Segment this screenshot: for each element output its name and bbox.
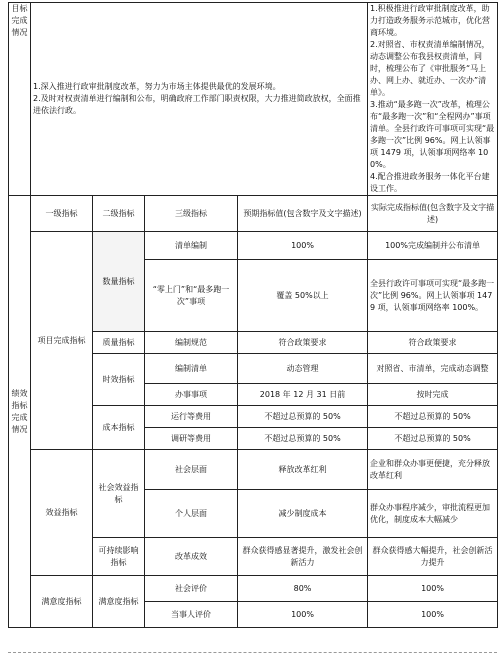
sub-quality: 质量指标 (93, 332, 145, 354)
l3-cell: “零上门”和“最多跑一次”事项 (145, 260, 238, 332)
actual-cell: 群众办事程序减少，审批流程更加优化，制度成本大幅减少 (368, 490, 498, 538)
actual-cell: 100% (368, 576, 498, 602)
l3-cell: 办事事项 (145, 384, 238, 406)
goal-actual-2: 2.对照省、市权责清单编制情况，动态调整公布我县权责清单，同时，梳理公布了《审批服务“马上办、网上办、就近办、一次办”清单》。 (370, 40, 490, 97)
l3-cell: 运行等费用 (145, 406, 238, 428)
planned-cell: 群众获得感显著提升，激发社会创新活力 (238, 538, 368, 576)
l3-cell: 改革成效 (145, 538, 238, 576)
l3-cell: 社会评价 (145, 576, 238, 602)
actual-cell: 符合政策要求 (368, 332, 498, 354)
sub-social: 社会效益指标 (93, 450, 145, 538)
planned-cell: 100% (238, 602, 368, 628)
goal-section-label: 目标完成情况 (9, 3, 31, 196)
l3-cell: 调研等费用 (145, 428, 238, 450)
goal-row (9, 3, 498, 196)
l3-cell: 当事人评价 (145, 602, 238, 628)
group-project: 项目完成指标 (31, 232, 93, 450)
planned-cell: 2018 年 12 月 31 日前 (238, 384, 368, 406)
planned-cell: 100% (238, 232, 368, 260)
goal-actual-1: 1.积极推进行政审批制度改革，助力打造政务服务示范城市，优化营商环境。 (370, 4, 491, 37)
sub-satisfaction: 满意度指标 (93, 576, 145, 628)
sub-cost: 成本指标 (93, 406, 145, 450)
header-planned: 预期指标值(包含数字及文字描述) (238, 196, 368, 232)
actual-cell: 企业和群众办事更便捷，充分释放改革红利 (368, 450, 498, 490)
planned-cell: 不超过总预算的 50% (238, 428, 368, 450)
goal-actual-4: 4.配合推进政务服务一体化平台建设工作。 (370, 172, 490, 193)
actual-cell: 100% (368, 602, 498, 628)
header-level3: 三级指标 (145, 196, 238, 232)
l3-cell: 清单编制 (145, 232, 238, 260)
actual-cell: 按时完成 (368, 384, 498, 406)
l3-cell: 社会层面 (145, 450, 238, 490)
actual-cell: 不超过总预算的 50% (368, 428, 498, 450)
planned-cell: 减少制度成本 (238, 490, 368, 538)
group-satisfaction: 满意度指标 (31, 576, 93, 628)
sub-timeliness: 时效指标 (93, 354, 145, 406)
planned-cell: 不超过总预算的 50% (238, 406, 368, 428)
table-row (9, 450, 498, 490)
planned-cell: 动态管理 (238, 354, 368, 384)
actual-cell: 对照省、市清单，完成动态调整 (368, 354, 498, 384)
page-bottom-rule (8, 652, 497, 659)
performance-report-table (8, 2, 498, 628)
perf-header-row (9, 196, 498, 232)
l3-cell: 编制规范 (145, 332, 238, 354)
l3-cell: 编制清单 (145, 354, 238, 384)
perf-section-label: 绩效指标完成情况 (9, 196, 31, 628)
goal-expected-1: 1.深入推进行政审批制度改革，努力为市场主体提供最优的发展环境。 (33, 82, 281, 91)
table-row (9, 232, 498, 260)
planned-cell: 80% (238, 576, 368, 602)
table-row (9, 576, 498, 602)
planned-cell: 覆盖 50%以上 (238, 260, 368, 332)
actual-cell: 全县行政许可事项可实现“最多跑一次”比例 96%。网上认领事项 1479 项，认领事项网络率 100%。 (368, 260, 498, 332)
l3-cell: 个人层面 (145, 490, 238, 538)
sub-quantity: 数量指标 (93, 232, 145, 332)
goal-actual-cell (368, 3, 498, 196)
actual-cell: 不超过总预算的 50% (368, 406, 498, 428)
group-benefit: 效益指标 (31, 450, 93, 576)
goal-actual-3: 3.推动“最多跑一次”改革，梳理公布“最多跑一次”和“全程网办”事项清单。全县行政许可事项可实现“最多跑一次”比例 96%。网上认领事项 1479 项，认领事项网络率 100%。 (370, 100, 495, 169)
planned-cell: 符合政策要求 (238, 332, 368, 354)
planned-cell: 释放改革红利 (238, 450, 368, 490)
header-actual: 实际完成指标值(包含数字及文字描述) (368, 196, 498, 232)
sub-sustain: 可持续影响指标 (93, 538, 145, 576)
goal-expected-2: 2.及时对权责清单进行编制和公布，明确政府工作部门职责权限，大力推进简政放权，全面推进依法行政。 (33, 94, 361, 115)
goal-expected-cell (31, 3, 368, 196)
header-level1: 一级指标 (31, 196, 93, 232)
actual-cell: 群众获得感大幅提升，社会创新活力提升 (368, 538, 498, 576)
header-level2: 二级指标 (93, 196, 145, 232)
actual-cell: 100%完成编制并公布清单 (368, 232, 498, 260)
performance-report-table-wrap (8, 2, 497, 652)
